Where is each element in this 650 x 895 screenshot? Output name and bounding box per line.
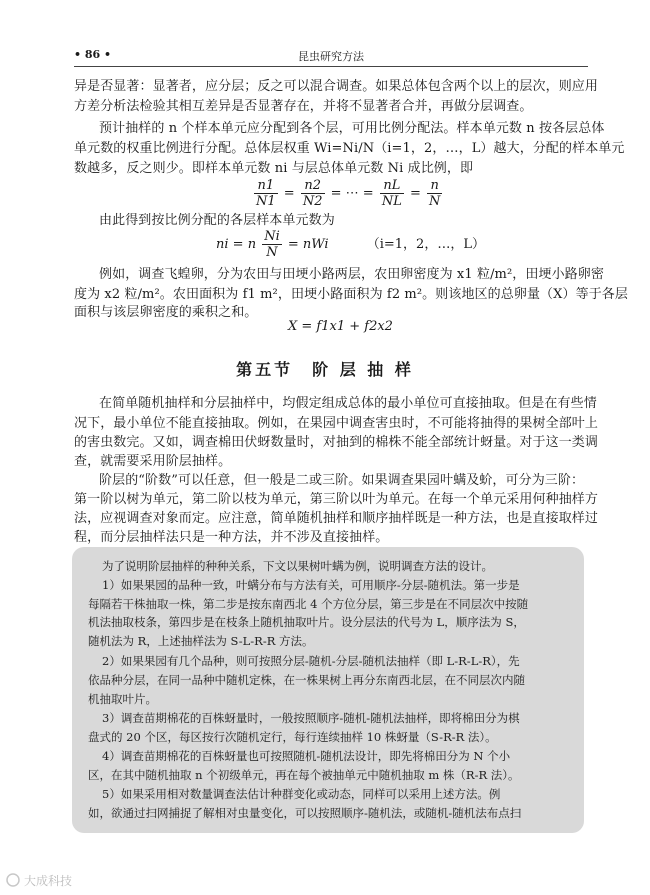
page-header — [74, 46, 588, 67]
equation-total: X = f1x1 + f2x2 — [288, 319, 393, 334]
eq1-dots: = ⋯ = — [330, 186, 374, 201]
box-line: 5）如果采用相对数量调查法估计种群变化或动态，同样可以采用上述方法。例 — [102, 787, 501, 801]
running-title: 昆虫研究方法 — [298, 50, 364, 63]
box-line: 2）如果果园有几个品种，则可按照分层-随机-分层-随机法抽样（即 L-R-L-R），先 — [102, 654, 520, 668]
eq1-nL: nL — [380, 178, 404, 194]
box-line: 1）如果果园的品种一致，叶螨分布与方法有关，可用顺序-分层-随机法。第一步是 — [102, 578, 520, 592]
section-line: 况下，最小单位不能直接抽取。例如，在果园中调查害虫时，不可能将抽得的果树全部叶上 — [74, 416, 599, 431]
section-line: 查，就需要采用阶层抽样。 — [74, 454, 232, 469]
body-line: 由此得到按比例分配的各层样本单元数为 — [99, 213, 335, 228]
section-line: 的害虫数完。又如，调查棉田伏蚜数量时，对抽到的棉株不能全部统计蚜量。对于这一类调 — [74, 435, 599, 450]
box-line: 随机法为 R，上述抽样法为 S-L-R-R 方法。 — [88, 634, 314, 648]
box-line: 机法抽取枝条，第四步是在枝条上随机抽取叶片。设分层法的代号为 L，顺序法为 S， — [88, 615, 525, 629]
eq1-N: N — [429, 194, 441, 209]
eq2-rhs: = nWi — [287, 237, 329, 252]
box-line: 如，欲通过扫网捕捉了解相对虫量变化，可以按照顺序-随机法，或随机-随机法布点扫 — [88, 806, 522, 820]
section-line: 程，而分层抽样法只是一种方法，并不涉及直接抽样。 — [74, 530, 389, 545]
watermark-icon — [6, 873, 20, 887]
body-line: 方差分析法检验其相互差异是否显著存在，并将不显著者合并，再做分层调查。 — [74, 99, 533, 114]
box-line: 为了说明阶层抽样的种种关系，下文以果树叶螨为例，说明调查方法的设计。 — [102, 559, 493, 573]
equation-proportion: $\frac{n1}{N1}$ = $\frac{n2}{N2}$ = ⋯ = $\frac{nL}{NL}$ = $\frac{n}{N}$ — [256, 178, 441, 209]
body-line: 面积与该层卵密度的乘积之和。 — [74, 305, 258, 320]
eq1-N2: N2 — [302, 194, 323, 209]
box-line: 4）调查苗期棉花的百株蚜量也可按照随机-随机法设计，即先将棉田分为 N 个小 — [102, 749, 511, 763]
body-line: 异是否显著：显著者，应分层；反之可以混合调查。如果总体包含两个以上的层次，则应用 — [74, 79, 599, 94]
section-line: 在简单随机抽样和分层抽样中，均假定组成总体的最小单位可直接抽取。但是在有些情 — [99, 396, 597, 411]
watermark: 大成科技 — [24, 874, 73, 888]
eq1-n: n — [427, 178, 442, 194]
section-line: 第一阶以树为单元，第二阶以枝为单元，第三阶以叶为单元。在每一个单元采用何种抽样方 — [74, 492, 599, 507]
body-line: 例如，调查飞蝗卵，分为农田与田埂小路两层，农田卵密度为 x1 粒/m²，田埂小路卵密 — [99, 267, 604, 282]
section-title: 第五节 阶 层 抽 样 — [236, 360, 414, 379]
box-line: 盘式的 20 个区，每区按行次随机定行，每行连续抽样 10 株蚜量（S-R-R 法）。 — [88, 730, 497, 744]
equation-allocation — [216, 229, 485, 260]
box-line: 每隔若干株抽取一株，第二步是按东南西北 4 个方位分层，第三步是在不同层次中按随 — [88, 597, 529, 611]
section-line: 法，应视调查对象而定。应注意，简单随机抽样和顺序抽样既是一种方法，也是直接取样过 — [74, 511, 599, 526]
eq1-n1: n1 — [254, 178, 278, 194]
body-line: 数越多，反之则少。即样本单元数 ni 与层总体单元数 Ni 成比例，即 — [74, 161, 474, 176]
body-line: 度为 x2 粒/m²。农田面积为 f1 m²，田埂小路面积为 f2 m²。则该地区的总卵量（X）等于各层 — [74, 287, 629, 302]
body-line: 预计抽样的 n 个样本单元应分配到各个层，可用比例分配法。样本单元数 n 按各层总体 — [99, 121, 605, 136]
eq1-N1: N1 — [256, 194, 276, 209]
eq2-den: N — [266, 245, 278, 260]
body-line: 单元数的权重比例进行分配。总体层权重 Wi=Ni/N（i=1，2，…，L）越大，分配的样本单元 — [74, 141, 625, 156]
eq2-range: （i=1，2，…，L） — [366, 237, 485, 252]
page-number: • 86 • — [74, 48, 112, 61]
eq1-n2: n2 — [301, 178, 325, 194]
section-line: 阶层的“阶数”可以任意，但一般是二或三阶。如果调查果园叶螨及蚧，可分为三阶： — [99, 473, 585, 488]
eq2-num: Ni — [264, 229, 280, 244]
box-line: 3）调查苗期棉花的百株蚜量时，一般按照顺序-随机-随机法抽样，即将棉田分为棋 — [102, 711, 520, 725]
box-line: 依品种分层，在同一品种中随机定株，在一株果树上再分东南西北层，在不同层次内随 — [88, 673, 525, 687]
box-line: 区，在其中随机抽取 n 个初级单元，再在每个被抽单元中随机抽取 m 株（R-R 法）。 — [88, 768, 520, 782]
box-line: 机抽取叶片。 — [88, 692, 157, 706]
eq1-NL: NL — [381, 194, 402, 209]
eq2-lhs: ni = n — [216, 237, 257, 252]
